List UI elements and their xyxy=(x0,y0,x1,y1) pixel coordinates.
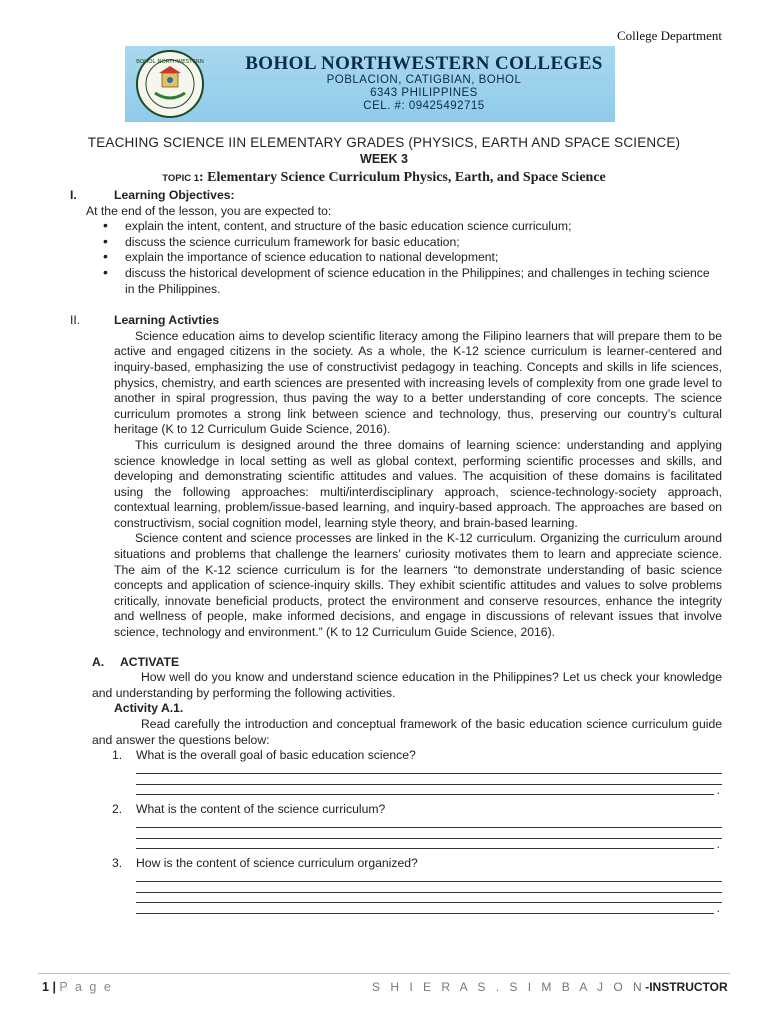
objectives-intro: At the end of the lesson, you are expected to: xyxy=(86,203,332,218)
section-2-title: Learning Activties xyxy=(114,313,220,328)
answer-line[interactable] xyxy=(136,893,722,904)
page-separator: | xyxy=(52,980,56,994)
section-1-number: I. xyxy=(70,188,77,202)
activate-heading xyxy=(92,655,722,671)
answer-line[interactable] xyxy=(136,764,722,775)
answer-line[interactable] xyxy=(136,774,722,785)
instructor-role: -INSTRUCTOR xyxy=(645,980,728,994)
question-number: 2. xyxy=(112,802,123,817)
school-seal-icon xyxy=(135,49,205,119)
activate-intro: How well do you know and understand science education in the Philippines? Let us check your knowledge and understanding by performing the following activities. xyxy=(92,670,722,700)
question-text: What is the content of the science curriculum? xyxy=(136,802,386,817)
answer-line[interactable] xyxy=(136,872,722,883)
activate-title: ACTIVATE xyxy=(120,654,180,669)
question-number: 3. xyxy=(112,856,123,871)
list-item: • explain the importance of science education to national development; xyxy=(70,250,722,266)
list-item: • discuss the historical development of science education in the Philippines; and challenges in teching science in the Philippines. xyxy=(70,266,722,297)
objectives-list xyxy=(70,219,722,297)
section-2-number: II. xyxy=(70,313,81,328)
activity-title: Activity A.1. xyxy=(114,701,184,716)
section-1-heading xyxy=(70,188,722,204)
school-address-line1: POBLACION, CATIGBIAN, BOHOL xyxy=(326,74,522,86)
question-item xyxy=(112,802,722,818)
question-text: What is the overall goal of basic education science? xyxy=(136,748,416,763)
school-name: BOHOL NORTHWESTERN COLLEGES xyxy=(245,53,603,74)
answer-line[interactable] xyxy=(136,785,714,796)
page-footer xyxy=(42,980,113,994)
answer-line[interactable] xyxy=(136,882,722,893)
paragraph: This curriculum is designed around the three domains of learning science: understanding and applying science knowledge in local setting as well as global context, performing scientific processes and skills, and developing and demonstrating scientific attitudes and values. The acquisition of these domains is facilitated using the following approaches: multi/interdisciplinary approach, science-technology-society approach, contextual learning, problem/issue-based learning, and inquiry-based approach. The approaches are based on constructivism, social cognition model, learning style theory, and brain-based learning. xyxy=(114,437,722,530)
topic-heading xyxy=(0,170,768,186)
question-item xyxy=(112,748,722,764)
question-number: 1. xyxy=(112,748,123,763)
school-address-line2: 6343 PHILIPPINES xyxy=(370,87,478,99)
department-label: College Department xyxy=(616,28,722,43)
week-label: WEEK 3 xyxy=(360,152,408,166)
document-body xyxy=(70,188,722,914)
page-number: 1 xyxy=(42,980,49,994)
paragraph: Science content and science processes are linked in the K-12 curriculum. Organizing the curriculum around situations and problems that challenge the learners’ curiosity motivates them to learn and appreciate science. The aim of the K-12 science curriculum is for the learners “to demonstrate understanding of basic science concepts and application of science-inquiry skills. They exhibit scientific attitudes and values to solve problems critically, innovate beneficial products, protect the environment and conserve resources, enhance the integrity and wellness of people, make informed decisions, and engage in discussions of relevant issues that involve science, technology and environment.” (K to 12 Curriculum Guide Science, 2016). xyxy=(114,531,722,640)
page-word: P a g e xyxy=(59,980,113,994)
instructor-credit xyxy=(372,980,728,994)
section-2-heading xyxy=(70,313,722,329)
topic-title: : Elementary Science Curriculum Physics, Earth, and Space Science xyxy=(199,170,606,185)
instructor-name: S H I E R A S . S I M B A J O N xyxy=(372,980,646,994)
activate-letter: A. xyxy=(92,654,105,669)
topic-prefix: TOPIC 1 xyxy=(162,173,200,184)
activity-instructions: Read carefully the introduction and conceptual framework of the basic education science curriculum guide and answer the questions below: xyxy=(92,717,722,747)
list-item: • discuss the science curriculum framework for basic education; xyxy=(70,235,722,251)
question-item xyxy=(112,856,722,872)
course-title: TEACHING SCIENCE IIN ELEMENTARY GRADES (PHYSICS, EARTH AND SPACE SCIENCE) xyxy=(87,135,681,150)
school-phone: CEL. #: 09425492715 xyxy=(363,100,485,112)
school-banner xyxy=(125,46,615,122)
answer-line[interactable] xyxy=(136,818,722,829)
section-1-title: Learning Objectives: xyxy=(114,188,235,202)
answer-line[interactable] xyxy=(136,903,714,914)
svg-text:BOHOL NORTHWESTERN: BOHOL NORTHWESTERN xyxy=(136,59,204,65)
list-item: • explain the intent, content, and structure of the basic education science curriculum; xyxy=(70,219,722,235)
footer-divider xyxy=(38,973,730,974)
answer-line[interactable] xyxy=(136,828,722,839)
question-text: How is the content of science curriculum organized? xyxy=(136,856,418,871)
answer-line[interactable] xyxy=(136,839,714,850)
paragraph: Science education aims to develop scientific literacy among the Filipino learners that will prepare them to be active and engaged citizens in the society. As a whole, the K-12 science curriculum is learner-centered and inquiry-based, emphasizing the use of constructivist pedagogy in teaching. Concepts and skills in life sciences, physics, chemistry, and earth sciences are presented with increasing levels of complexity from one grade level to another in spiral progression, thus paving the way to a better understanding of core concepts. The science curriculum promotes a strong link between science and technology, thus, preserving our country’s cultural heritage (K to 12 Curriculum Guide Science, 2016). xyxy=(114,328,722,437)
